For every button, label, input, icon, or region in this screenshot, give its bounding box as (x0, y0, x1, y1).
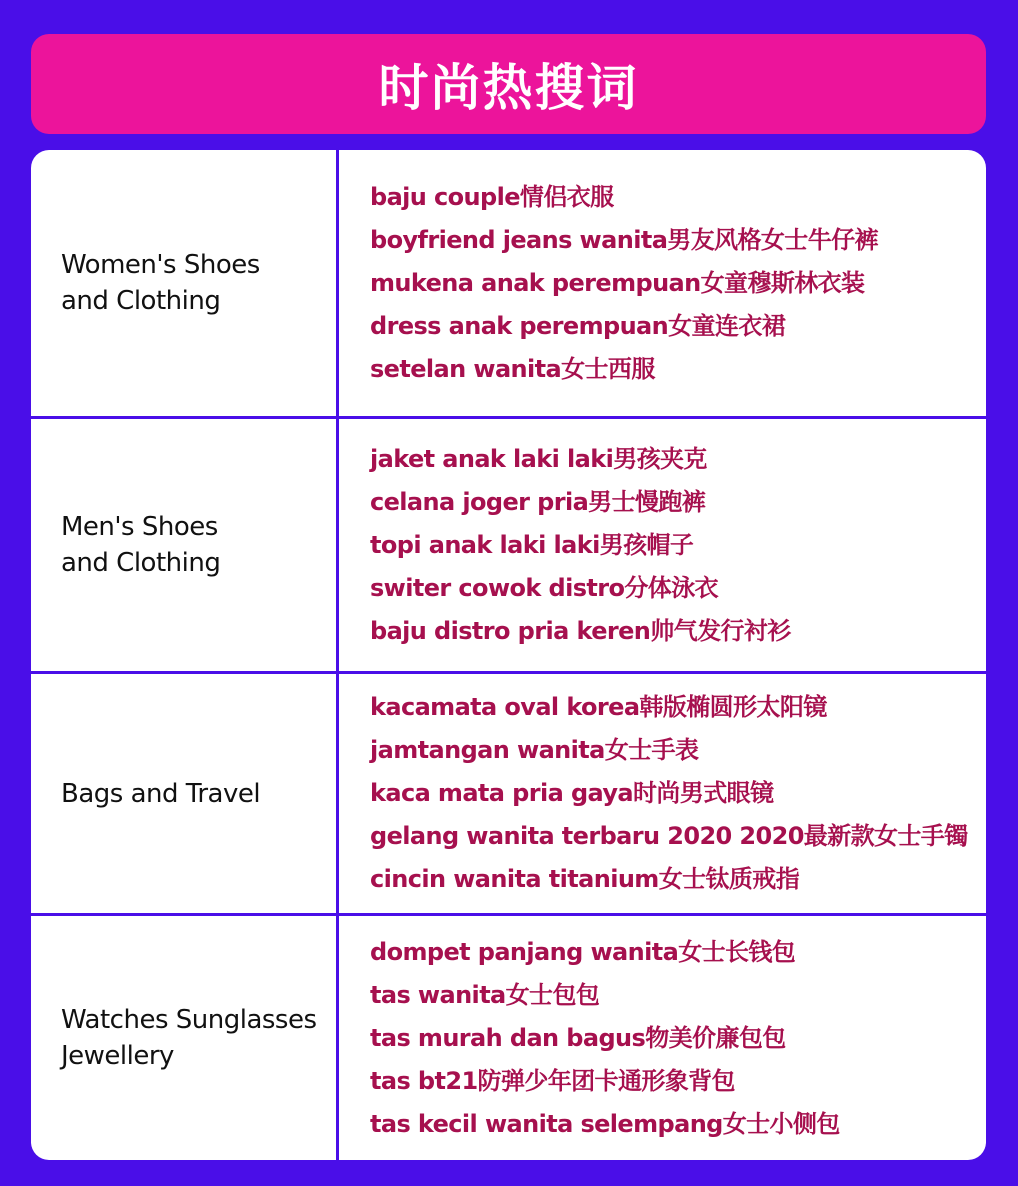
title-banner (31, 34, 986, 134)
search-term: baju couple情侣衣服 (370, 182, 614, 211)
category-label: Bags and Travel (61, 778, 261, 809)
search-term: tas wanita女士包包 (370, 980, 600, 1009)
terms-cell (370, 916, 976, 1160)
table-row (31, 150, 986, 416)
terms-cell (370, 150, 976, 416)
search-term: celana joger pria男士慢跑裤 (370, 487, 706, 516)
search-term: cincin wanita titanium女士钛质戒指 (370, 865, 800, 893)
category-cell (61, 419, 323, 671)
terms-cell (370, 419, 976, 671)
terms-cell (370, 674, 976, 913)
search-term: setelan wanita女士西服 (370, 354, 655, 383)
search-term: jamtangan wanita女士手表 (370, 736, 699, 764)
table-row (31, 419, 986, 671)
category-cell (61, 150, 323, 416)
category-label: Men's Shoes and Clothing (61, 512, 221, 578)
keyword-table (31, 150, 986, 1160)
search-term: boyfriend jeans wanita男友风格女士牛仔裤 (370, 225, 878, 254)
search-term: mukena anak perempuan女童穆斯林衣装 (370, 268, 865, 297)
search-term: kacamata oval korea韩版椭圆形太阳镜 (370, 693, 827, 721)
search-term: tas murah dan bagus物美价廉包包 (370, 1023, 786, 1052)
search-term: switer cowok distro分体泳衣 (370, 573, 719, 602)
category-label: Watches Sunglasses Jewellery (61, 1005, 317, 1071)
search-term: dompet panjang wanita女士长钱包 (370, 937, 796, 966)
category-label: Women's Shoes and Clothing (61, 250, 260, 316)
table-row (31, 674, 986, 913)
search-term: baju distro pria keren帅气发行衬衫 (370, 616, 791, 645)
search-term: jaket anak laki laki男孩夹克 (370, 444, 707, 473)
category-cell (61, 916, 323, 1160)
search-term: dress anak perempuan女童连衣裙 (370, 311, 786, 340)
search-term: gelang wanita terbaru 2020 2020最新款女士手镯 (370, 822, 968, 850)
category-cell (61, 674, 323, 913)
page-title: 时尚热搜词 (378, 59, 639, 117)
table-row (31, 916, 986, 1160)
search-term: topi anak laki laki男孩帽子 (370, 530, 694, 559)
search-term: tas bt21防弹少年团卡通形象背包 (370, 1066, 735, 1095)
search-term: tas kecil wanita selempang女士小侧包 (370, 1109, 840, 1138)
search-term: kaca mata pria gaya时尚男式眼镜 (370, 779, 774, 807)
